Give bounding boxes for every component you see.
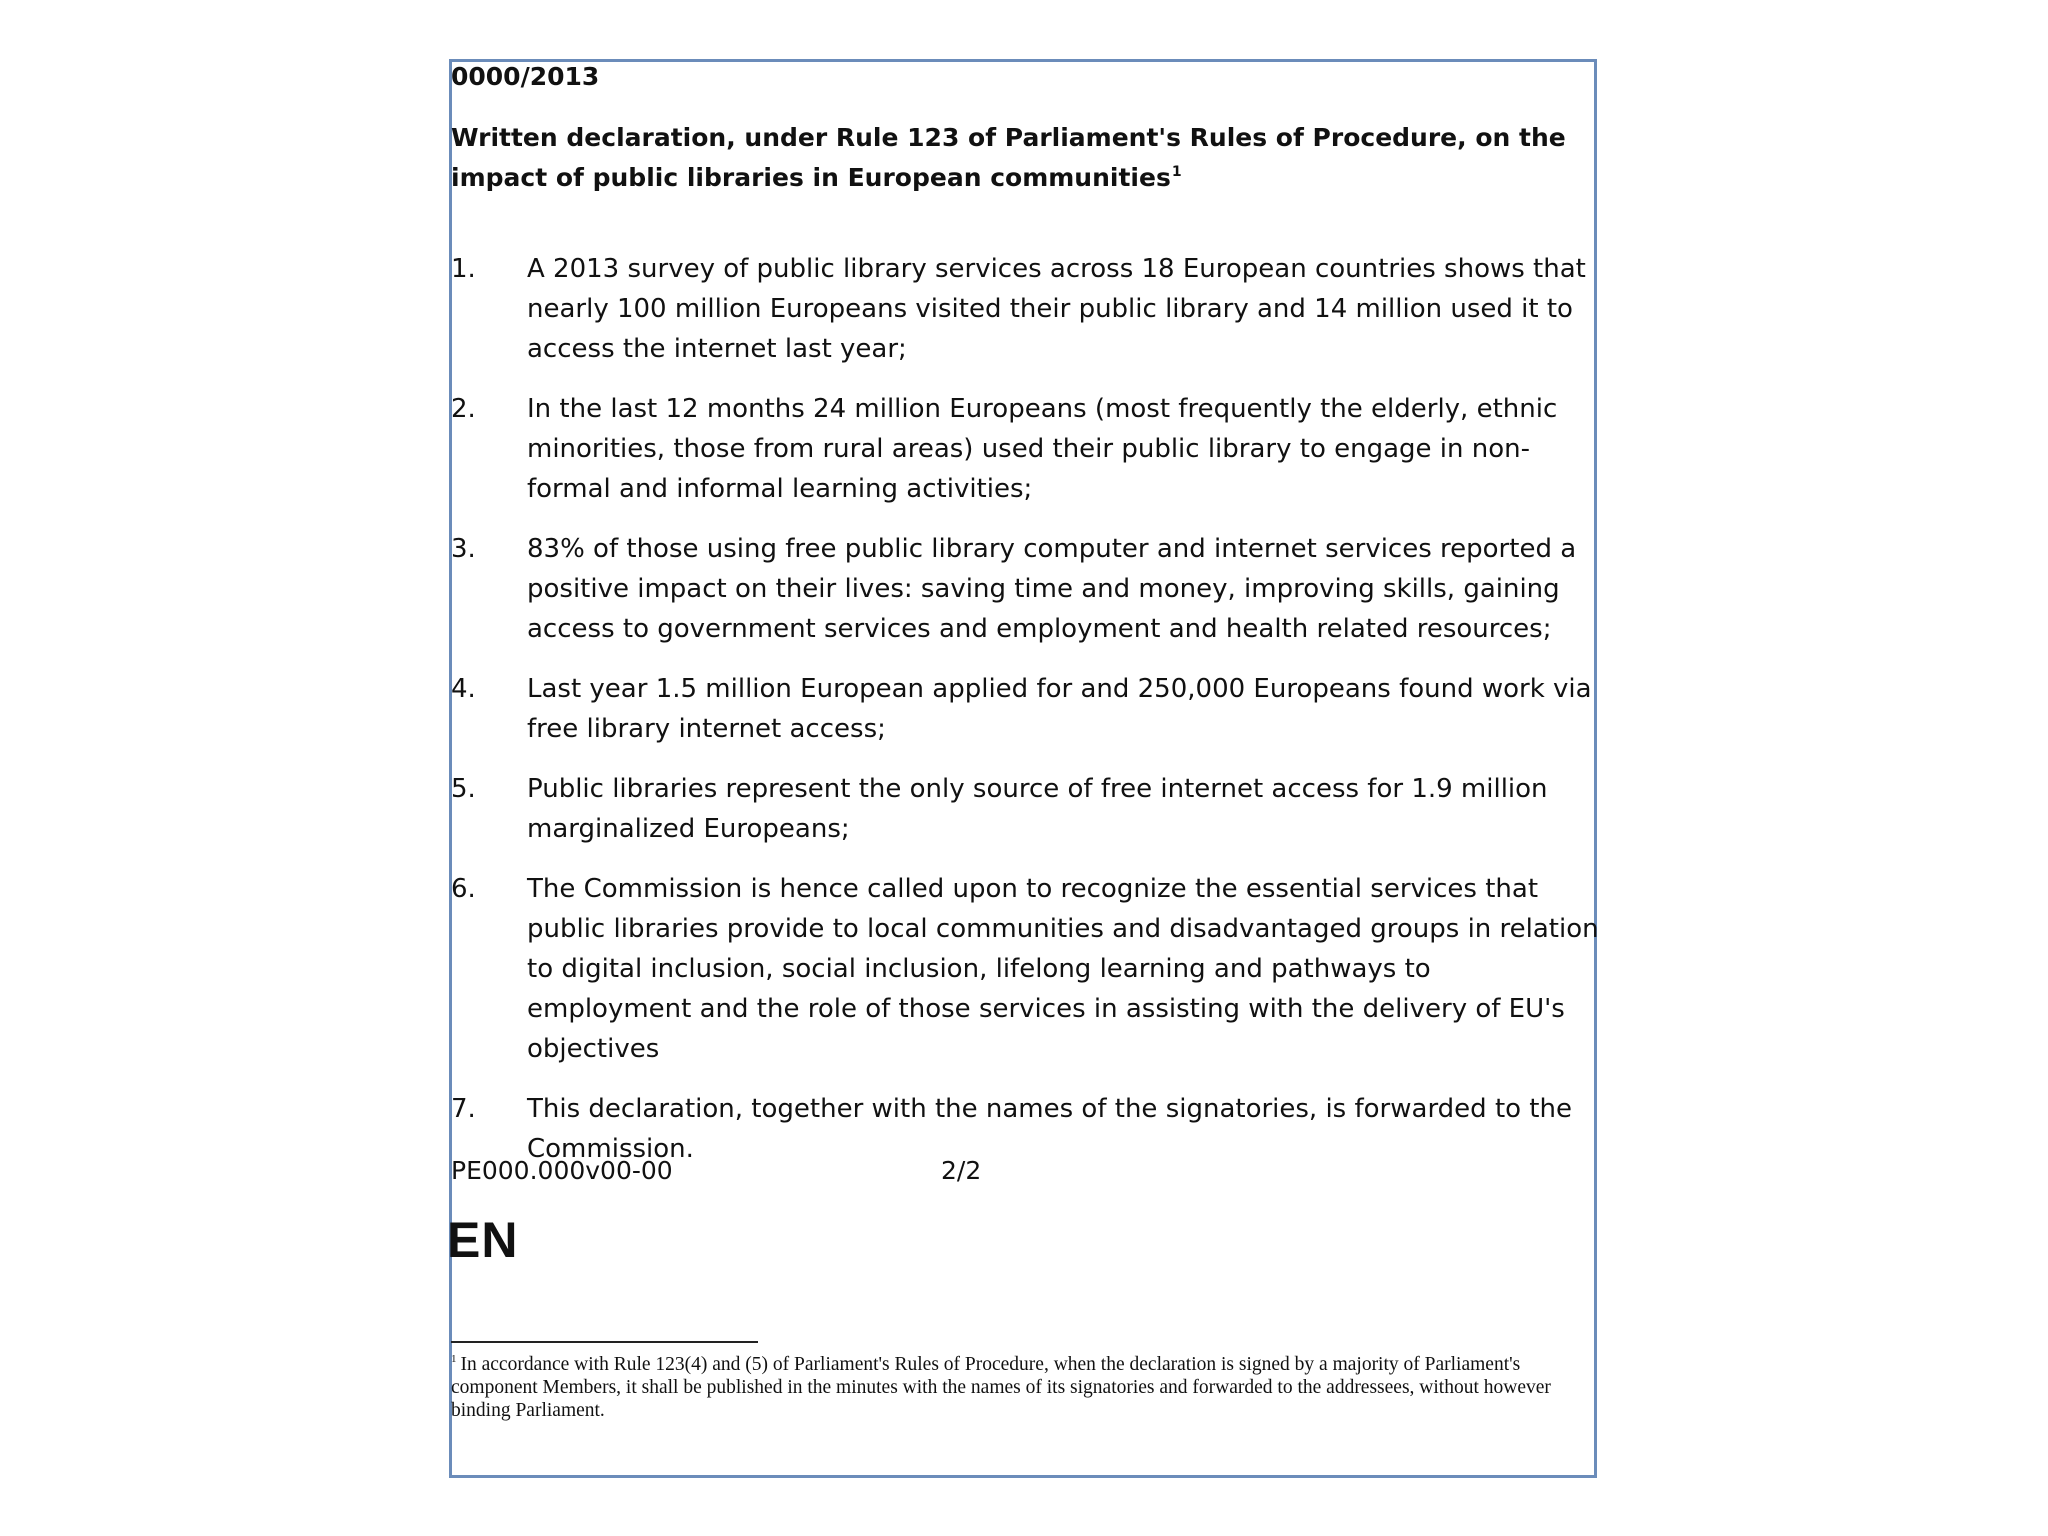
item-number: 2.: [451, 394, 476, 424]
language-code: EN: [447, 1212, 519, 1268]
item-number: 1.: [451, 254, 476, 284]
item-number: 7.: [451, 1094, 476, 1124]
title-footnote-marker: 1: [1171, 164, 1182, 180]
footer-document-reference: PE000.000v00-00: [451, 1156, 673, 1185]
item-text: Public libraries represent the only source of free internet access for 1.9 million marginalized Europeans;: [527, 774, 1548, 844]
item-text: This declaration, together with the names of the signatories, is forwarded to the Commission.: [527, 1094, 1572, 1164]
declaration-item: [451, 769, 1601, 849]
footnote-divider: [451, 1341, 758, 1343]
declaration-item: [451, 389, 1601, 509]
declaration-item: [451, 669, 1601, 749]
document-title-text: Written declaration, under Rule 123 of Parliament's Rules of Procedure, on the impact of public libraries in European communities: [451, 123, 1566, 192]
footer-page-number: 2/2: [941, 1156, 982, 1185]
declaration-item: [451, 529, 1601, 649]
item-text: Last year 1.5 million European applied for and 250,000 Europeans found work via free library internet access;: [527, 674, 1592, 744]
item-number: 5.: [451, 774, 476, 804]
document-title: [451, 118, 1597, 198]
item-text: In the last 12 months 24 million Europeans (most frequently the elderly, ethnic minorities, those from rural areas) used their public library to engage in non-formal and informal learning activities;: [527, 394, 1558, 504]
declaration-item: [451, 249, 1601, 369]
item-number: 3.: [451, 534, 476, 564]
declaration-items: [451, 249, 1601, 1189]
footnote-marker: 1: [451, 1353, 457, 1365]
footnote: [451, 1353, 1586, 1422]
item-number: 4.: [451, 674, 476, 704]
document-number: 0000/2013: [451, 62, 600, 91]
declaration-item: [451, 869, 1601, 1069]
item-text: 83% of those using free public library computer and internet services reported a positive impact on their lives: saving time and money, improving skills, gaining access to government services and employment and health related resources;: [527, 534, 1577, 644]
item-number: 6.: [451, 874, 476, 904]
footnote-text: In accordance with Rule 123(4) and (5) of Parliament's Rules of Procedure, when the declaration is signed by a majority of Parliament's component Members, it shall be published in the minutes with the names of its signatories and forwarded to the addressees, without however binding Parliament.: [451, 1354, 1551, 1421]
item-text: A 2013 survey of public library services across 18 European countries shows that nearly 100 million Europeans visited their public library and 14 million used it to access the internet last year;: [527, 254, 1586, 364]
item-text: The Commission is hence called upon to recognize the essential services that public libraries provide to local communities and disadvantaged groups in relation to digital inclusion, social inclusion, lifelong learning and pathways to employment and the role of those services in assisting with the delivery of EU's objectives: [527, 874, 1599, 1064]
